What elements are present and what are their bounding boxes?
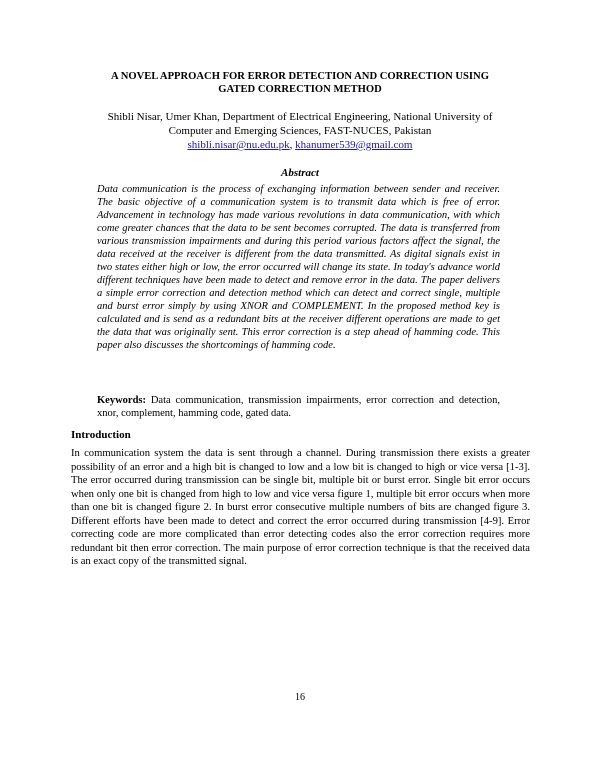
abstract-text: Data communication is the process of exchanging information between sender and receiver. The basic objective of a communication system is to transmit data which is free of error. Advancement in technology has made various revolutions in data communication, with which come greater chances that the data to be sent becomes corrupted. The data is transferred from various transmission impairments and during this period various factors affect the signal, the data received at the receiver is different from the data transmitted. As digital signals exist in two states either high or low, the error occurred will change its state. In today's advance world different techniques have been made to detect and remove error in the data. The paper delivers a simple error correction and detection method which can detect and correct single, multiple and burst error simply by using XNOR and COMPLEMENT. In the proposed method key is calculated and is send as a redundant bits at the receiver different operations are made to get the data that was originally sent. This error correction is a step ahead of hamming code. This paper also discusses the shortcomings of hamming code. bbox=[97, 184, 500, 351]
author-block bbox=[60, 110, 540, 152]
keywords-paragraph bbox=[97, 394, 500, 420]
introduction-heading: Introduction bbox=[71, 429, 131, 441]
authors-line-1: Shibli Nisar, Umer Khan, Department of Electrical Engineering, National University of bbox=[107, 111, 493, 123]
email-link-1[interactable]: shibli.nisar@nu.edu.pk bbox=[187, 139, 290, 151]
page-number: 16 bbox=[295, 692, 305, 703]
introduction-text: In communication system the data is sent through a channel. During transmission there exists a greater possibility of an error and a high bit is changed to low and a low bit is changed to high or vice versa [1-3]. The error occurred during transmission can be single bit, multiple bit or burst error. Single bit error occurs when only one bit is changed from high to low and vice versa figure 1, multiple bit error occurs when more than one bit is changed figure 2. In burst error consecutive multiple numbers of bits are changed figure 3. Different efforts have been made to detect and correct the error occurred during transmission [4-9]. Error correcting code are more complicated than error detecting codes also the error correction requires more redundant bit then error correction. The main purpose of error correction technique is that the received data is an exact copy of the transmitted signal. bbox=[71, 448, 530, 567]
email-link-2[interactable]: khanumer539@gmail.com bbox=[295, 139, 413, 151]
abstract-heading: Abstract bbox=[281, 167, 319, 179]
keywords-label: Keywords: bbox=[97, 395, 146, 406]
paper-title bbox=[60, 70, 540, 96]
authors-line-2: Computer and Emerging Sciences, FAST-NUCES, Pakistan bbox=[168, 125, 432, 137]
title-line-2: GATED CORRECTION METHOD bbox=[218, 84, 382, 95]
author-emails bbox=[60, 138, 540, 152]
title-line-1: A NOVEL APPROACH FOR ERROR DETECTION AND CORRECTION USING bbox=[111, 71, 489, 82]
keywords-text: Data communication, transmission impairments, error correction and detection, xnor, complement, hamming code, gated data. bbox=[97, 395, 500, 419]
email-separator: , bbox=[289, 139, 296, 151]
